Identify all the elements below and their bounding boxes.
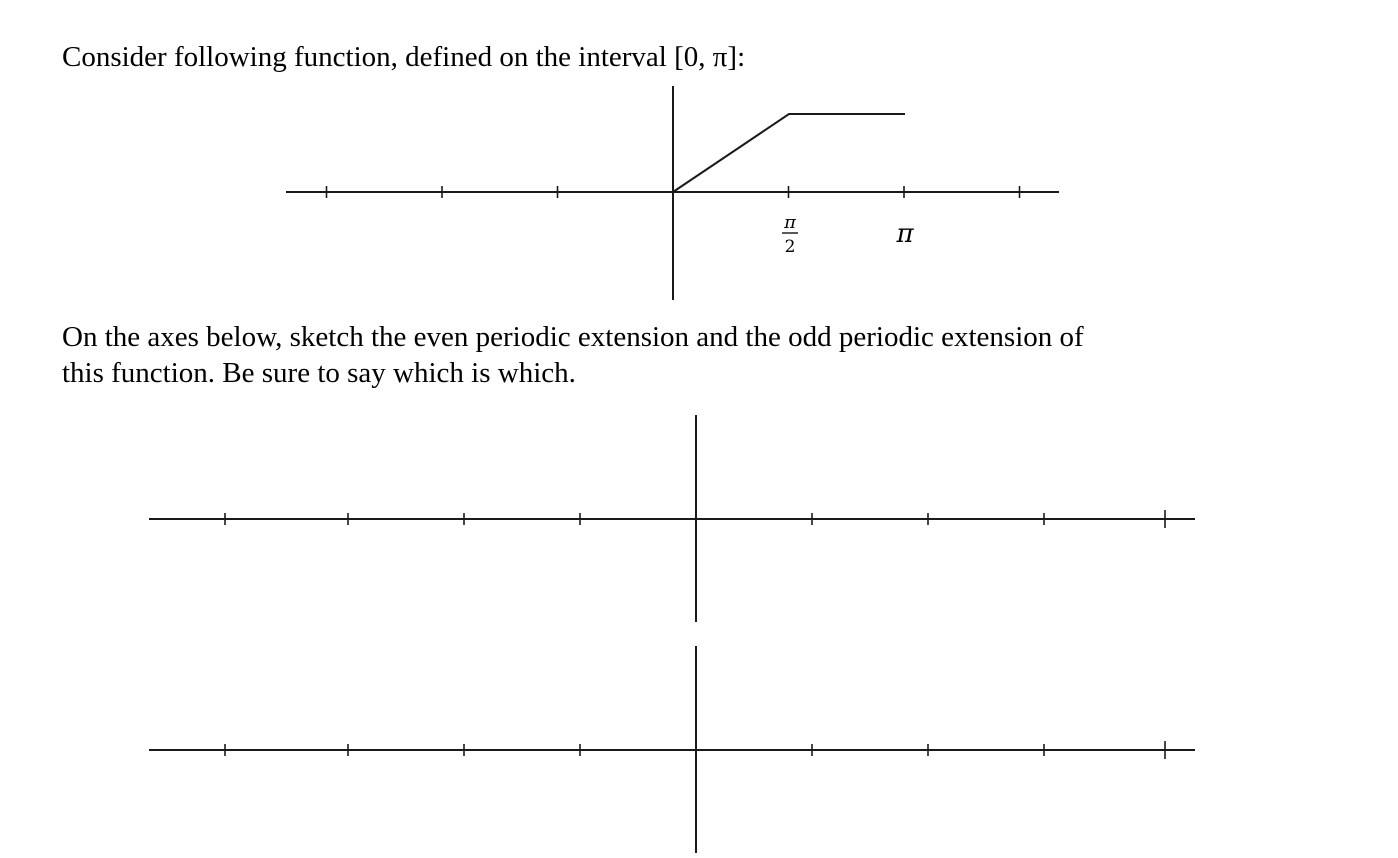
instruction-line-1: On the axes below, sketch the even periodic extension and the odd periodic extension of (62, 321, 1084, 353)
intro-colon: : (737, 41, 746, 73)
function-curve (673, 114, 905, 192)
intro-text (62, 40, 745, 74)
tick-label-numerator: π (784, 212, 796, 233)
blank-axes-top (0, 410, 1398, 630)
tick-label-pi: π (896, 219, 914, 249)
function-graph (0, 80, 1398, 310)
intro-text-start: Consider following function, defined on the interval (62, 41, 675, 73)
blank-axes-bottom (0, 641, 1398, 858)
tick-label-denominator: 2 (784, 237, 796, 257)
interval-notation: [0, π] (674, 41, 738, 73)
tick-label-pi-over-2 (782, 212, 798, 257)
instruction-line-2: this function. Be sure to say which is which. (62, 357, 576, 389)
